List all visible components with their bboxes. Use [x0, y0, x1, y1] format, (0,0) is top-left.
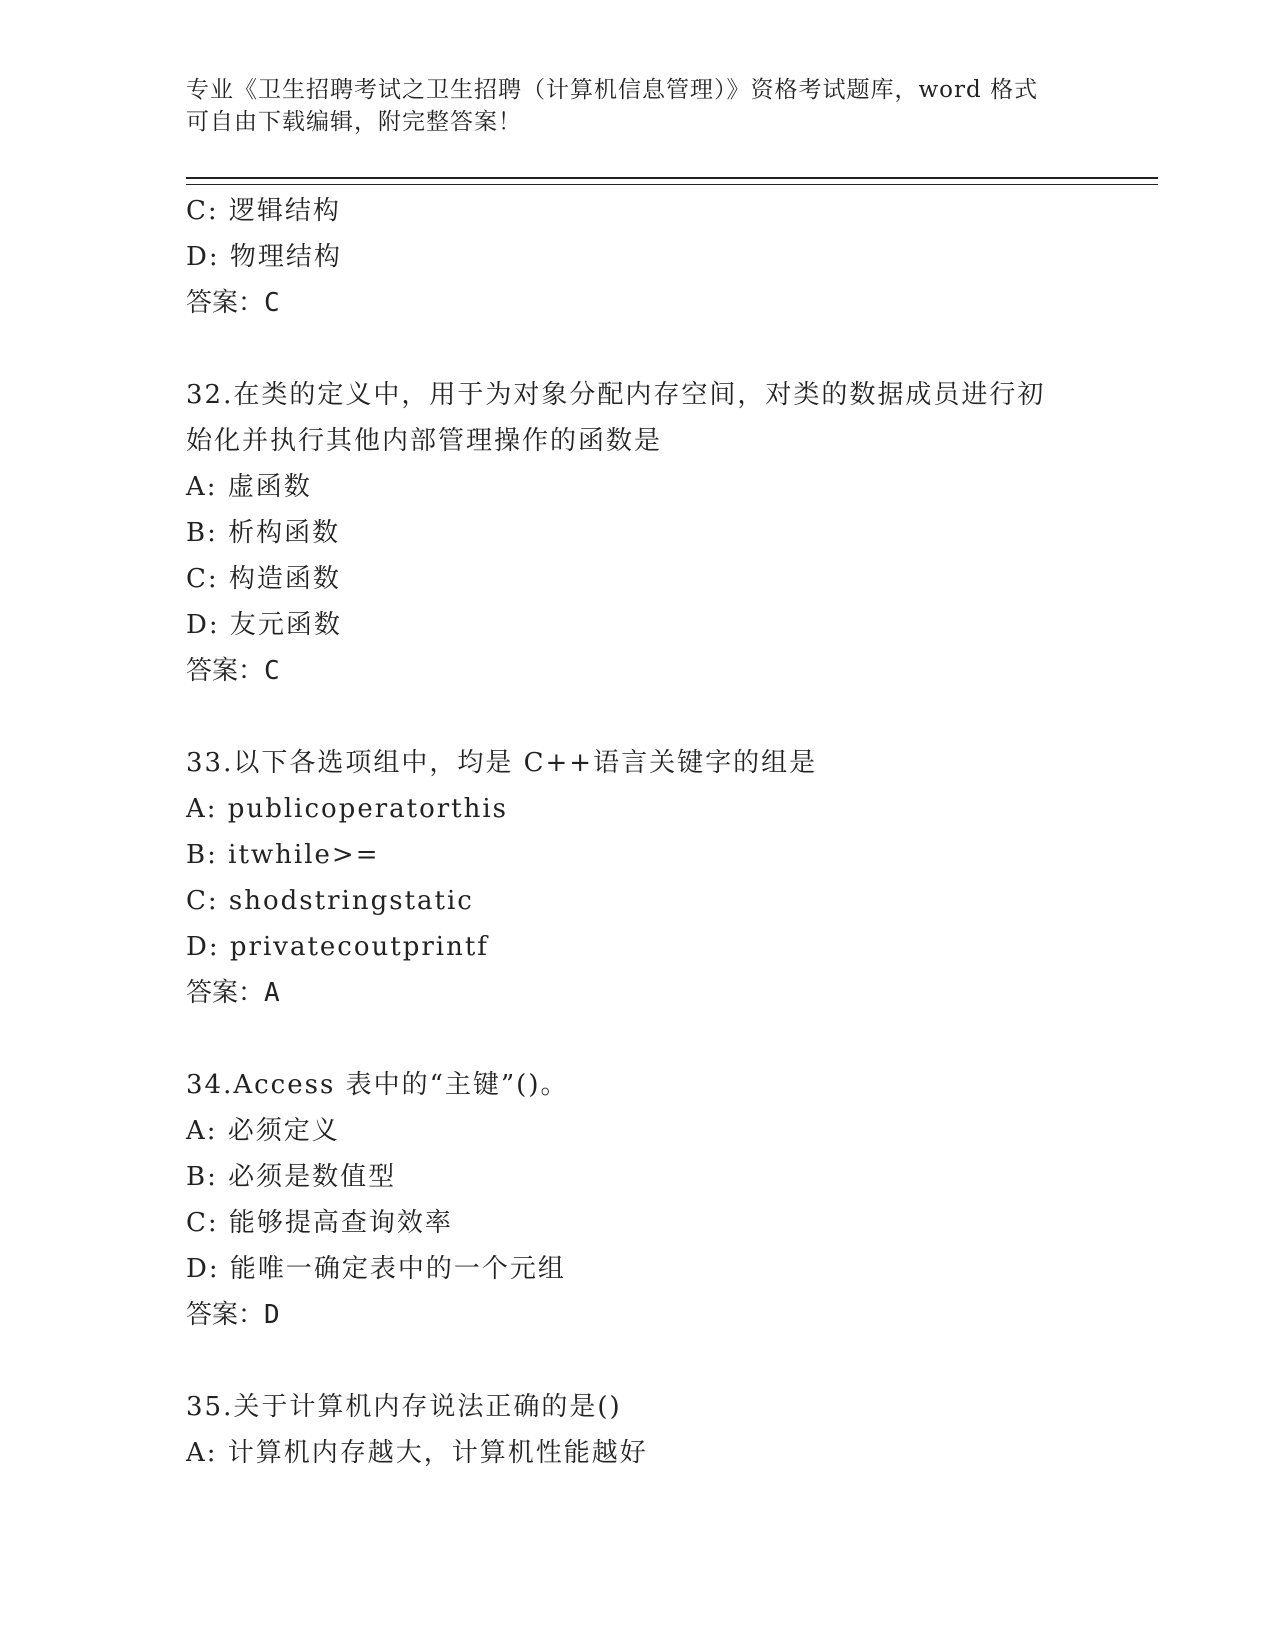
question-31	[186, 188, 1086, 326]
q32-option-c: C: 构造函数	[186, 564, 341, 594]
question-32	[186, 372, 1086, 694]
question-gap	[186, 1016, 1086, 1062]
question-33	[186, 740, 1086, 1016]
q32-stem-line-2: 始化并执行其他内部管理操作的函数是	[186, 426, 663, 456]
question-gap	[186, 1338, 1086, 1384]
q33-option-a: A: publicoperatorthis	[186, 794, 509, 824]
q34-stem: 34.Access 表中的“主键”()。	[186, 1070, 569, 1100]
header-divider	[186, 177, 1158, 185]
q35-stem: 35.关于计算机内存说法正确的是()	[186, 1392, 622, 1422]
q34-option-c: C: 能够提高查询效率	[186, 1208, 453, 1238]
q34-answer: 答案：D	[186, 1300, 280, 1330]
q32-answer: 答案：C	[186, 656, 280, 686]
q31-option-c: C: 逻辑结构	[186, 196, 341, 226]
question-35	[186, 1384, 1086, 1476]
question-gap	[186, 694, 1086, 740]
q34-option-b: B: 必须是数值型	[186, 1162, 397, 1192]
q31-option-d: D: 物理结构	[186, 242, 342, 272]
q33-option-d: D: privatecoutprintf	[186, 932, 489, 962]
q34-option-a: A: 必须定义	[186, 1116, 340, 1146]
q31-answer: 答案：C	[186, 288, 280, 318]
q32-option-a: A: 虚函数	[186, 472, 312, 502]
q33-option-c: C: shodstringstatic	[186, 886, 474, 916]
q33-option-b: B: itwhile>=	[186, 840, 380, 870]
document-header	[186, 74, 1086, 138]
q32-stem-line-1: 32.在类的定义中，用于为对象分配内存空间，对类的数据成员进行初	[186, 380, 1046, 410]
q33-stem: 33.以下各选项组中，均是 C++语言关键字的组是	[186, 748, 818, 778]
q34-option-d: D: 能唯一确定表中的一个元组	[186, 1254, 566, 1284]
q33-answer: 答案：A	[186, 978, 280, 1008]
question-list	[186, 188, 1086, 1476]
header-title-line-2: 可自由下载编辑，附完整答案！	[186, 109, 522, 135]
question-gap	[186, 326, 1086, 372]
question-34	[186, 1062, 1086, 1338]
header-title-line-1: 专业《卫生招聘考试之卫生招聘（计算机信息管理）》资格考试题库，word 格式	[186, 77, 1039, 103]
q35-option-a: A: 计算机内存越大，计算机性能越好	[186, 1438, 648, 1468]
q32-option-b: B: 析构函数	[186, 518, 341, 548]
q32-option-d: D: 友元函数	[186, 610, 342, 640]
